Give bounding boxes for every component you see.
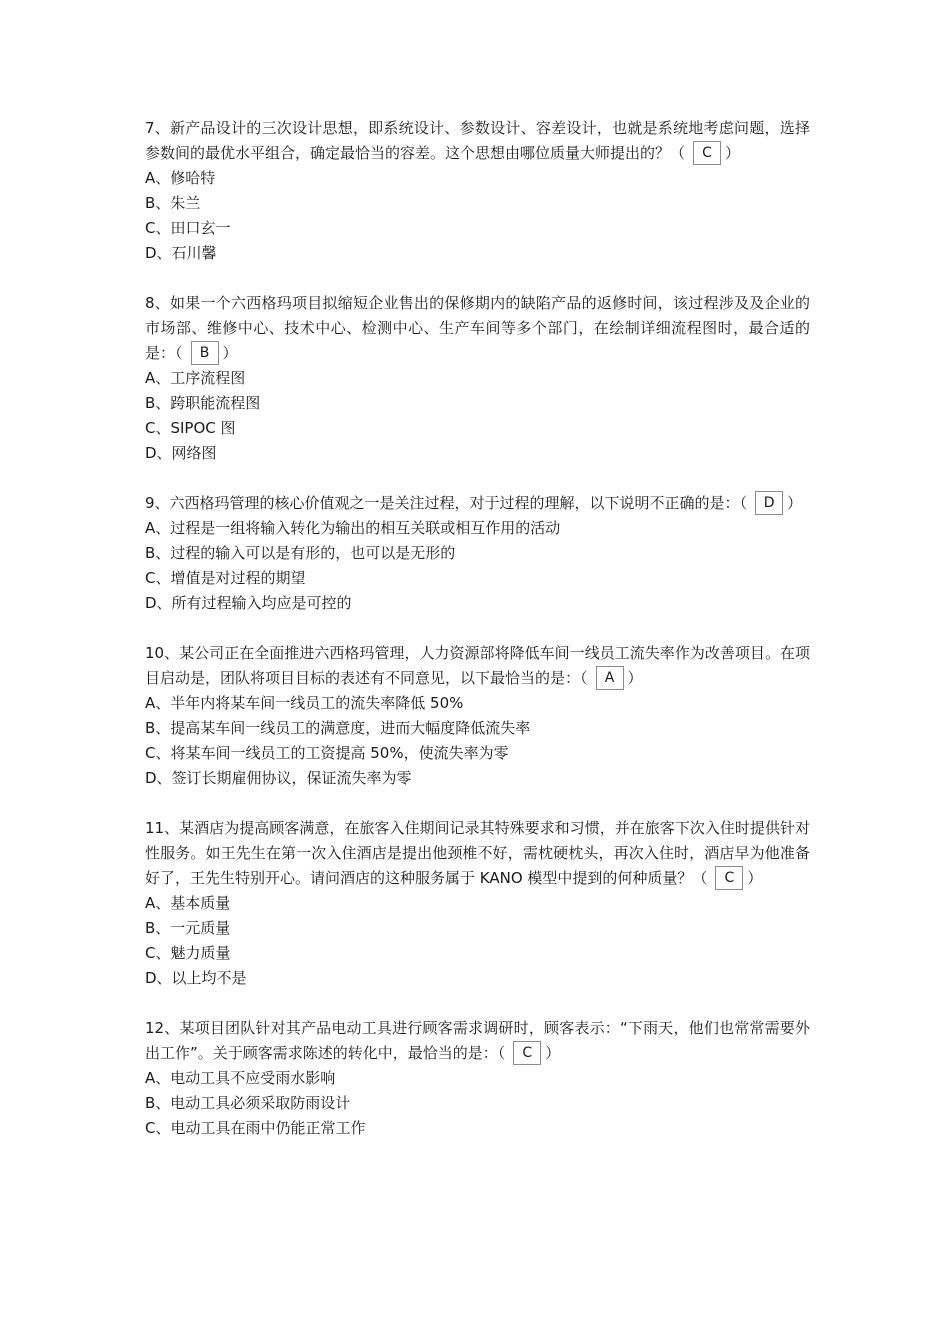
option-d: D、石川馨	[145, 244, 217, 262]
option-b: B、电动工具必须采取防雨设计	[145, 1094, 351, 1112]
question-list	[145, 116, 810, 1166]
option-a: A、半年内将某车间一线员工的流失率降低 50%	[145, 694, 464, 712]
answer-parenthesis: （ A ）	[580, 669, 643, 687]
question-10	[145, 641, 810, 791]
question-text	[145, 116, 810, 166]
option-d: D、以上均不是	[145, 969, 247, 987]
option-a: A、修哈特	[145, 169, 216, 187]
option-d: D、所有过程输入均应是可控的	[145, 594, 352, 612]
answer-box: C	[715, 866, 743, 890]
option-b: B、提高某车间一线员工的满意度，进而大幅度降低流失率	[145, 719, 531, 737]
question-9	[145, 491, 810, 616]
answer-box: A	[596, 666, 624, 690]
answer-box: D	[755, 491, 783, 515]
option-c: C、电动工具在雨中仍能正常工作	[145, 1119, 366, 1137]
option-c: C、将某车间一线员工的工资提高 50%，使流失率为零	[145, 744, 509, 762]
answer-parenthesis: （ C ）	[498, 1044, 561, 1062]
answer-box: B	[191, 341, 219, 365]
answer-box: C	[513, 1041, 541, 1065]
question-text	[145, 816, 810, 891]
question-stem: 9、六西格玛管理的核心价值观之一是关注过程，对于过程的理解，以下说明不正确的是：	[145, 494, 740, 512]
option-a: A、基本质量	[145, 894, 231, 912]
question-text	[145, 491, 810, 516]
question-stem: 7、新产品设计的三次设计思想，即系统设计、参数设计、容差设计，也就是系统地考虑问题，选择参数间的最优水平组合，确定最恰当的容差。这个思想由哪位质量大师提出的？	[145, 119, 810, 162]
question-11	[145, 816, 810, 991]
option-c: C、田口玄一	[145, 219, 231, 237]
question-text	[145, 641, 810, 691]
option-c: C、增值是对过程的期望	[145, 569, 306, 587]
question-7	[145, 116, 810, 266]
question-text	[145, 291, 810, 366]
question-stem: 10、某公司正在全面推进六西格玛管理，人力资源部将降低车间一线员工流失率作为改善项目。在项目启动是，团队将项目目标的表述有不同意见，以下最恰当的是：	[145, 644, 810, 687]
option-c: C、魅力质量	[145, 944, 231, 962]
question-stem: 11、某酒店为提高顾客满意，在旅客入住期间记录其特殊要求和习惯，并在旅客下次入住时提供针对性服务。如王先生在第一次入住酒店是提出他颈椎不好，需枕硬枕头，再次入住时，酒店早为他准备好了，王先生特别开心。请问酒店的这种服务属于 KANO 模型中提到的何种质量？	[145, 819, 810, 887]
answer-parenthesis: （ D ）	[740, 494, 803, 512]
answer-parenthesis: （ B ）	[175, 344, 238, 362]
question-12	[145, 1016, 810, 1141]
option-b: B、跨职能流程图	[145, 394, 261, 412]
question-text	[145, 1016, 810, 1066]
question-stem: 8、如果一个六西格玛项目拟缩短企业售出的保修期内的缺陷产品的返修时间，该过程涉及及企业的市场部、维修中心、技术中心、检测中心、生产车间等多个部门，在绘制详细流程图时，最合适的是：	[145, 294, 810, 362]
question-8	[145, 291, 810, 466]
question-stem: 12、某项目团队针对其产品电动工具进行顾客需求调研时，顾客表示：“下雨天，他们也常常需要外出工作”。关于顾客需求陈述的转化中，最恰当的是：	[145, 1019, 810, 1062]
option-a: A、工序流程图	[145, 369, 246, 387]
answer-box: C	[693, 141, 721, 165]
option-b: B、过程的输入可以是有形的，也可以是无形的	[145, 544, 456, 562]
option-c: C、SIPOC 图	[145, 419, 236, 437]
answer-parenthesis: （ C ）	[692, 869, 762, 887]
option-d: D、签订长期雇佣协议，保证流失率为零	[145, 769, 412, 787]
option-b: B、一元质量	[145, 919, 231, 937]
option-d: D、网络图	[145, 444, 217, 462]
option-a: A、过程是一组将输入转化为输出的相互关联或相互作用的活动	[145, 519, 561, 537]
option-b: B、朱兰	[145, 194, 201, 212]
answer-parenthesis: （ C ）	[670, 144, 740, 162]
option-a: A、电动工具不应受雨水影响	[145, 1069, 336, 1087]
